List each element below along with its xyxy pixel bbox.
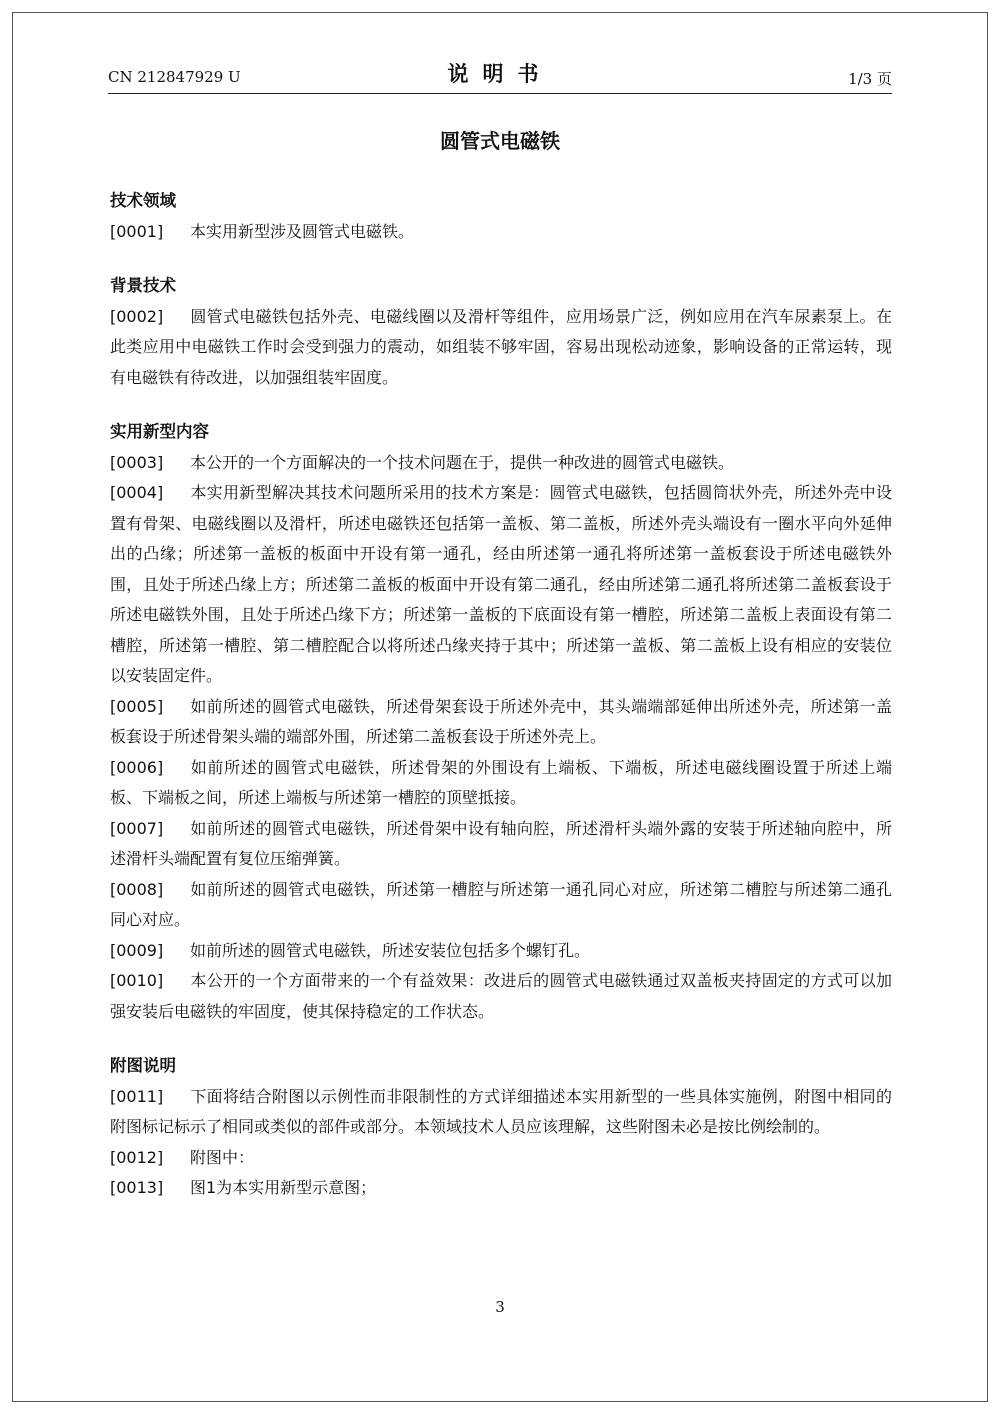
paragraph	[110, 478, 892, 692]
document-body	[110, 186, 892, 1228]
section-utility-model-content	[110, 417, 892, 1027]
paragraph-text: 如前所述的圆管式电磁铁，所述骨架的外围设有上端板、下端板，所述电磁线圈设置于所述上端板、下端板之间，所述上端板与所述第一槽腔的顶壁抵接。	[110, 757, 892, 807]
paragraph	[110, 814, 892, 875]
section-heading: 技术领域	[110, 191, 176, 210]
paragraph-text: 本实用新型解决其技术问题所采用的技术方案是：圆管式电磁铁，包括圆筒状外壳，所述外壳中设置有骨架、电磁线圈以及滑杆，所述电磁铁还包括第一盖板、第二盖板，所述外壳头端设有一圈水平向外延伸出的凸缘；所述第一盖板的板面中开设有第一通孔，经由所述第一通孔将所述第一盖板套设于所述电磁铁外围，且处于所述凸缘上方；所述第二盖板的板面中开设有第二通孔，经由所述第二通孔将所述第二盖板套设于所述电磁铁外围，且处于所述凸缘下方；所述第一盖板的下底面设有第一槽腔，所述第二盖板上表面设有第二槽腔，所述第一槽腔、第二槽腔配合以将所述凸缘夹持于其中；所述第一盖板、第二盖板上设有相应的安装位以安装固定件。	[110, 483, 892, 685]
paragraph-number: [0005]	[110, 696, 164, 716]
paragraph-number: [0009]	[110, 940, 164, 960]
paragraph	[110, 936, 892, 967]
paragraph-number: [0004]	[110, 483, 164, 502]
header-rule	[108, 93, 892, 94]
page-number: 3	[495, 1298, 505, 1316]
page-indicator: 1/3 页	[848, 70, 892, 88]
paragraph	[110, 217, 892, 248]
paragraph-number: [0011]	[110, 1086, 164, 1106]
paragraph-number: [0010]	[110, 971, 164, 990]
paragraph-text: 本公开的一个方面解决的一个技术问题在于，提供一种改进的圆管式电磁铁。	[190, 452, 735, 472]
paragraph	[110, 1143, 892, 1174]
paragraph	[110, 302, 892, 394]
paragraph-number: [0002]	[110, 306, 164, 326]
paragraph	[110, 448, 892, 479]
paragraph-text: 本公开的一个方面带来的一个有益效果：改进后的圆管式电磁铁通过双盖板夹持固定的方式可以加强安装后电磁铁的牢固度，使其保持稳定的工作状态。	[110, 971, 892, 1021]
paragraph-number: [0012]	[110, 1147, 164, 1167]
document-title: 圆管式电磁铁	[440, 129, 560, 153]
document-type: 说明书	[447, 62, 553, 86]
paragraph	[110, 966, 892, 1027]
paragraph-number: [0006]	[110, 757, 164, 777]
paragraph-text: 如前所述的圆管式电磁铁，所述安装位包括多个螺钉孔。	[190, 940, 591, 960]
section-heading: 实用新型内容	[110, 422, 209, 441]
paragraph-number: [0008]	[110, 879, 164, 899]
paragraph-number: [0007]	[110, 818, 164, 838]
paragraph-number: [0001]	[110, 221, 164, 241]
paragraph	[110, 1082, 892, 1143]
paragraph-text: 本实用新型涉及圆管式电磁铁。	[190, 221, 415, 241]
paragraph-text: 附图中：	[190, 1147, 255, 1167]
section-background	[110, 271, 892, 393]
paragraph	[110, 875, 892, 936]
paragraph-text: 圆管式电磁铁包括外壳、电磁线圈以及滑杆等组件，应用场景广泛，例如应用在汽车尿素泵上。在此类应用中电磁铁工作时会受到强力的震动，如组装不够牢固，容易出现松动迹象，影响设备的正常运转，现有电磁铁有待改进，以加强组装牢固度。	[110, 306, 892, 387]
section-drawings-description	[110, 1051, 892, 1204]
section-heading: 附图说明	[110, 1056, 176, 1075]
paragraph	[110, 1173, 892, 1204]
paragraph-text: 如前所述的圆管式电磁铁，所述骨架套设于所述外壳中，其头端端部延伸出所述外壳，所述第一盖板套设于所述骨架头端的端部外围，所述第二盖板套设于所述外壳上。	[110, 696, 892, 746]
patent-number: CN 212847929 U	[108, 68, 241, 86]
paragraph-text: 如前所述的圆管式电磁铁，所述骨架中设有轴向腔，所述滑杆头端外露的安装于所述轴向腔中，所述滑杆头端配置有复位压缩弹簧。	[110, 818, 892, 868]
paragraph	[110, 692, 892, 753]
paragraph-number: [0013]	[110, 1178, 164, 1197]
paragraph-number: [0003]	[110, 452, 164, 472]
section-technical-field	[110, 186, 892, 247]
section-heading: 背景技术	[110, 276, 176, 295]
paragraph-text: 图1为本实用新型示意图；	[190, 1178, 377, 1197]
paragraph	[110, 753, 892, 814]
paragraph-text: 如前所述的圆管式电磁铁，所述第一槽腔与所述第一通孔同心对应，所述第二槽腔与所述第二通孔同心对应。	[110, 879, 892, 929]
paragraph-text: 下面将结合附图以示例性而非限制性的方式详细描述本实用新型的一些具体实施例，附图中相同的附图标记标示了相同或类似的部件或部分。本领域技术人员应该理解，这些附图未必是按比例绘制的。	[110, 1086, 892, 1136]
